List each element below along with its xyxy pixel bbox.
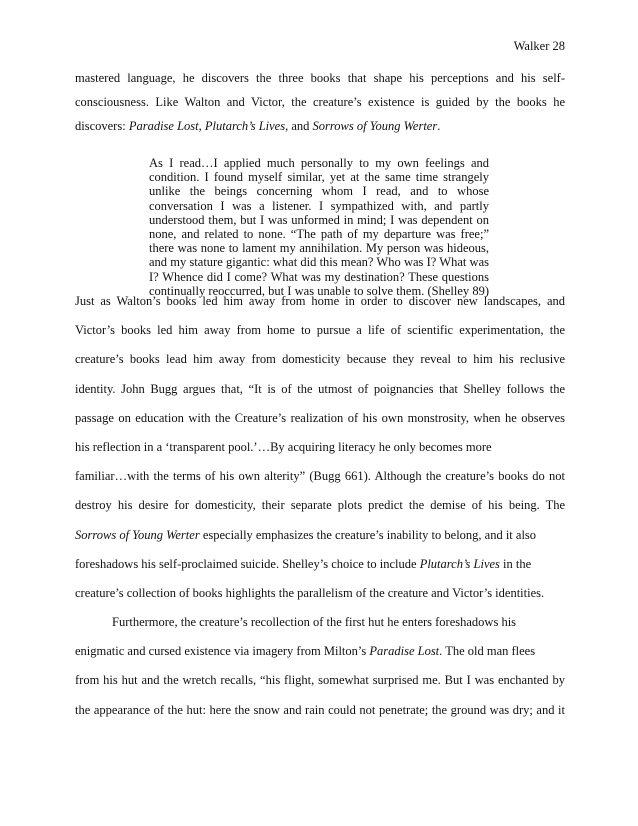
book-title-plutarch: Plutarch’s Lives	[204, 119, 286, 133]
running-head: Walker 28	[513, 39, 565, 53]
text-fragment: in the	[499, 556, 532, 571]
text-line-plutarch	[75, 550, 565, 579]
quote-line: none, and related to none. “The path of my departure was free;”	[149, 226, 489, 241]
book-title-plutarch: Plutarch’s Lives	[419, 556, 500, 571]
text-fragment: . The old man flees	[439, 644, 536, 659]
quote-line: there was none to lament my annihilation. My person was hideous,	[149, 241, 489, 256]
text-line: familiar…with the terms of his own alterity” (Bugg 661). Although the creature’s books do not	[75, 469, 565, 484]
quote-line: condition. I found myself similar, yet at the same time strangely	[149, 170, 489, 185]
text-line: his reflection in a ‘transparent pool.’…By acquiring literacy he only becomes more	[75, 439, 492, 454]
text-line: from his hut and the wretch recalls, “his flight, somewhat surprised me. But I was enchanted by	[75, 673, 565, 688]
text-line: Just as Walton’s books led him away from home in order to discover new landscapes, and	[75, 294, 565, 308]
quote-line: unlike the beings concerning whom I read, and to whose	[149, 184, 489, 199]
quote-line: understood them, but I was unformed in mind; I was dependent on	[149, 212, 489, 227]
text-line: destroy his desire for domesticity, their separate plots predict the demise of his being. The	[75, 498, 565, 513]
text-line-milton	[75, 637, 565, 666]
quote-line: continually reoccurred, but I was unable to solve them. (Shelley 89)	[149, 283, 489, 298]
text-fragment: foreshadows his self-proclaimed suicide. Shelley’s choice to include	[75, 556, 420, 571]
block-quote	[149, 156, 489, 298]
paragraph-intro	[75, 66, 565, 138]
text-fragment: discovers:	[75, 119, 129, 133]
book-title-paradise-lost: Paradise Lost	[128, 119, 199, 133]
text-fragment: , and	[285, 119, 313, 133]
text-line: creature’s books lead him away from domesticity because they reveal to him his reclusive	[75, 352, 565, 367]
text-fragment: enigmatic and cursed existence via imagery from Milton’s	[75, 644, 370, 659]
book-title-werter: Sorrows of Young Werter	[312, 119, 438, 133]
text-line-werter	[75, 521, 565, 550]
quote-line: I? Whence did I come? What was my destination? These questions	[149, 269, 489, 284]
text-fragment: ,	[198, 119, 205, 133]
text-line: creature’s collection of books highlights the parallelism of the creature and Victor’s identities.	[75, 585, 545, 600]
text-line: passage on education with the Creature’s realization of his own monstrosity, when he observes	[75, 410, 565, 425]
text-line: Victor’s books led him away from home to pursue a life of scientific experimentation, the	[75, 323, 565, 338]
text-line: identity. John Bugg argues that, “It is of the utmost of poignancies that Shelley follows the	[75, 381, 565, 396]
text-line-paragraph-start: Furthermore, the creature’s recollection of the first hut he enters foreshadows his	[112, 615, 517, 630]
quote-line: As I read…I applied much personally to my own feelings and	[149, 156, 489, 170]
book-title-werter: Sorrows of Young Werter	[75, 527, 200, 542]
book-title-paradise-lost: Paradise Lost	[369, 644, 440, 659]
paragraph-analysis	[75, 287, 565, 725]
text-line: consciousness. Like Walton and Victor, the creature’s existence is guided by the books he	[75, 95, 565, 109]
quote-line: conversation I was a listener. I sympathized with, and partly	[149, 198, 489, 213]
text-fragment: especially emphasizes the creature’s inability to belong, and it also	[199, 527, 537, 542]
text-fragment: .	[437, 119, 441, 133]
quote-line: and my stature gigantic: what did this mean? Who was I? What was	[149, 255, 489, 270]
text-line: mastered language, he discovers the three books that shape his perceptions and his self-	[75, 71, 565, 85]
text-line: the appearance of the hut: here the snow and rain could not penetrate; the ground was dry; and it	[75, 702, 565, 717]
text-line-books	[75, 114, 565, 138]
